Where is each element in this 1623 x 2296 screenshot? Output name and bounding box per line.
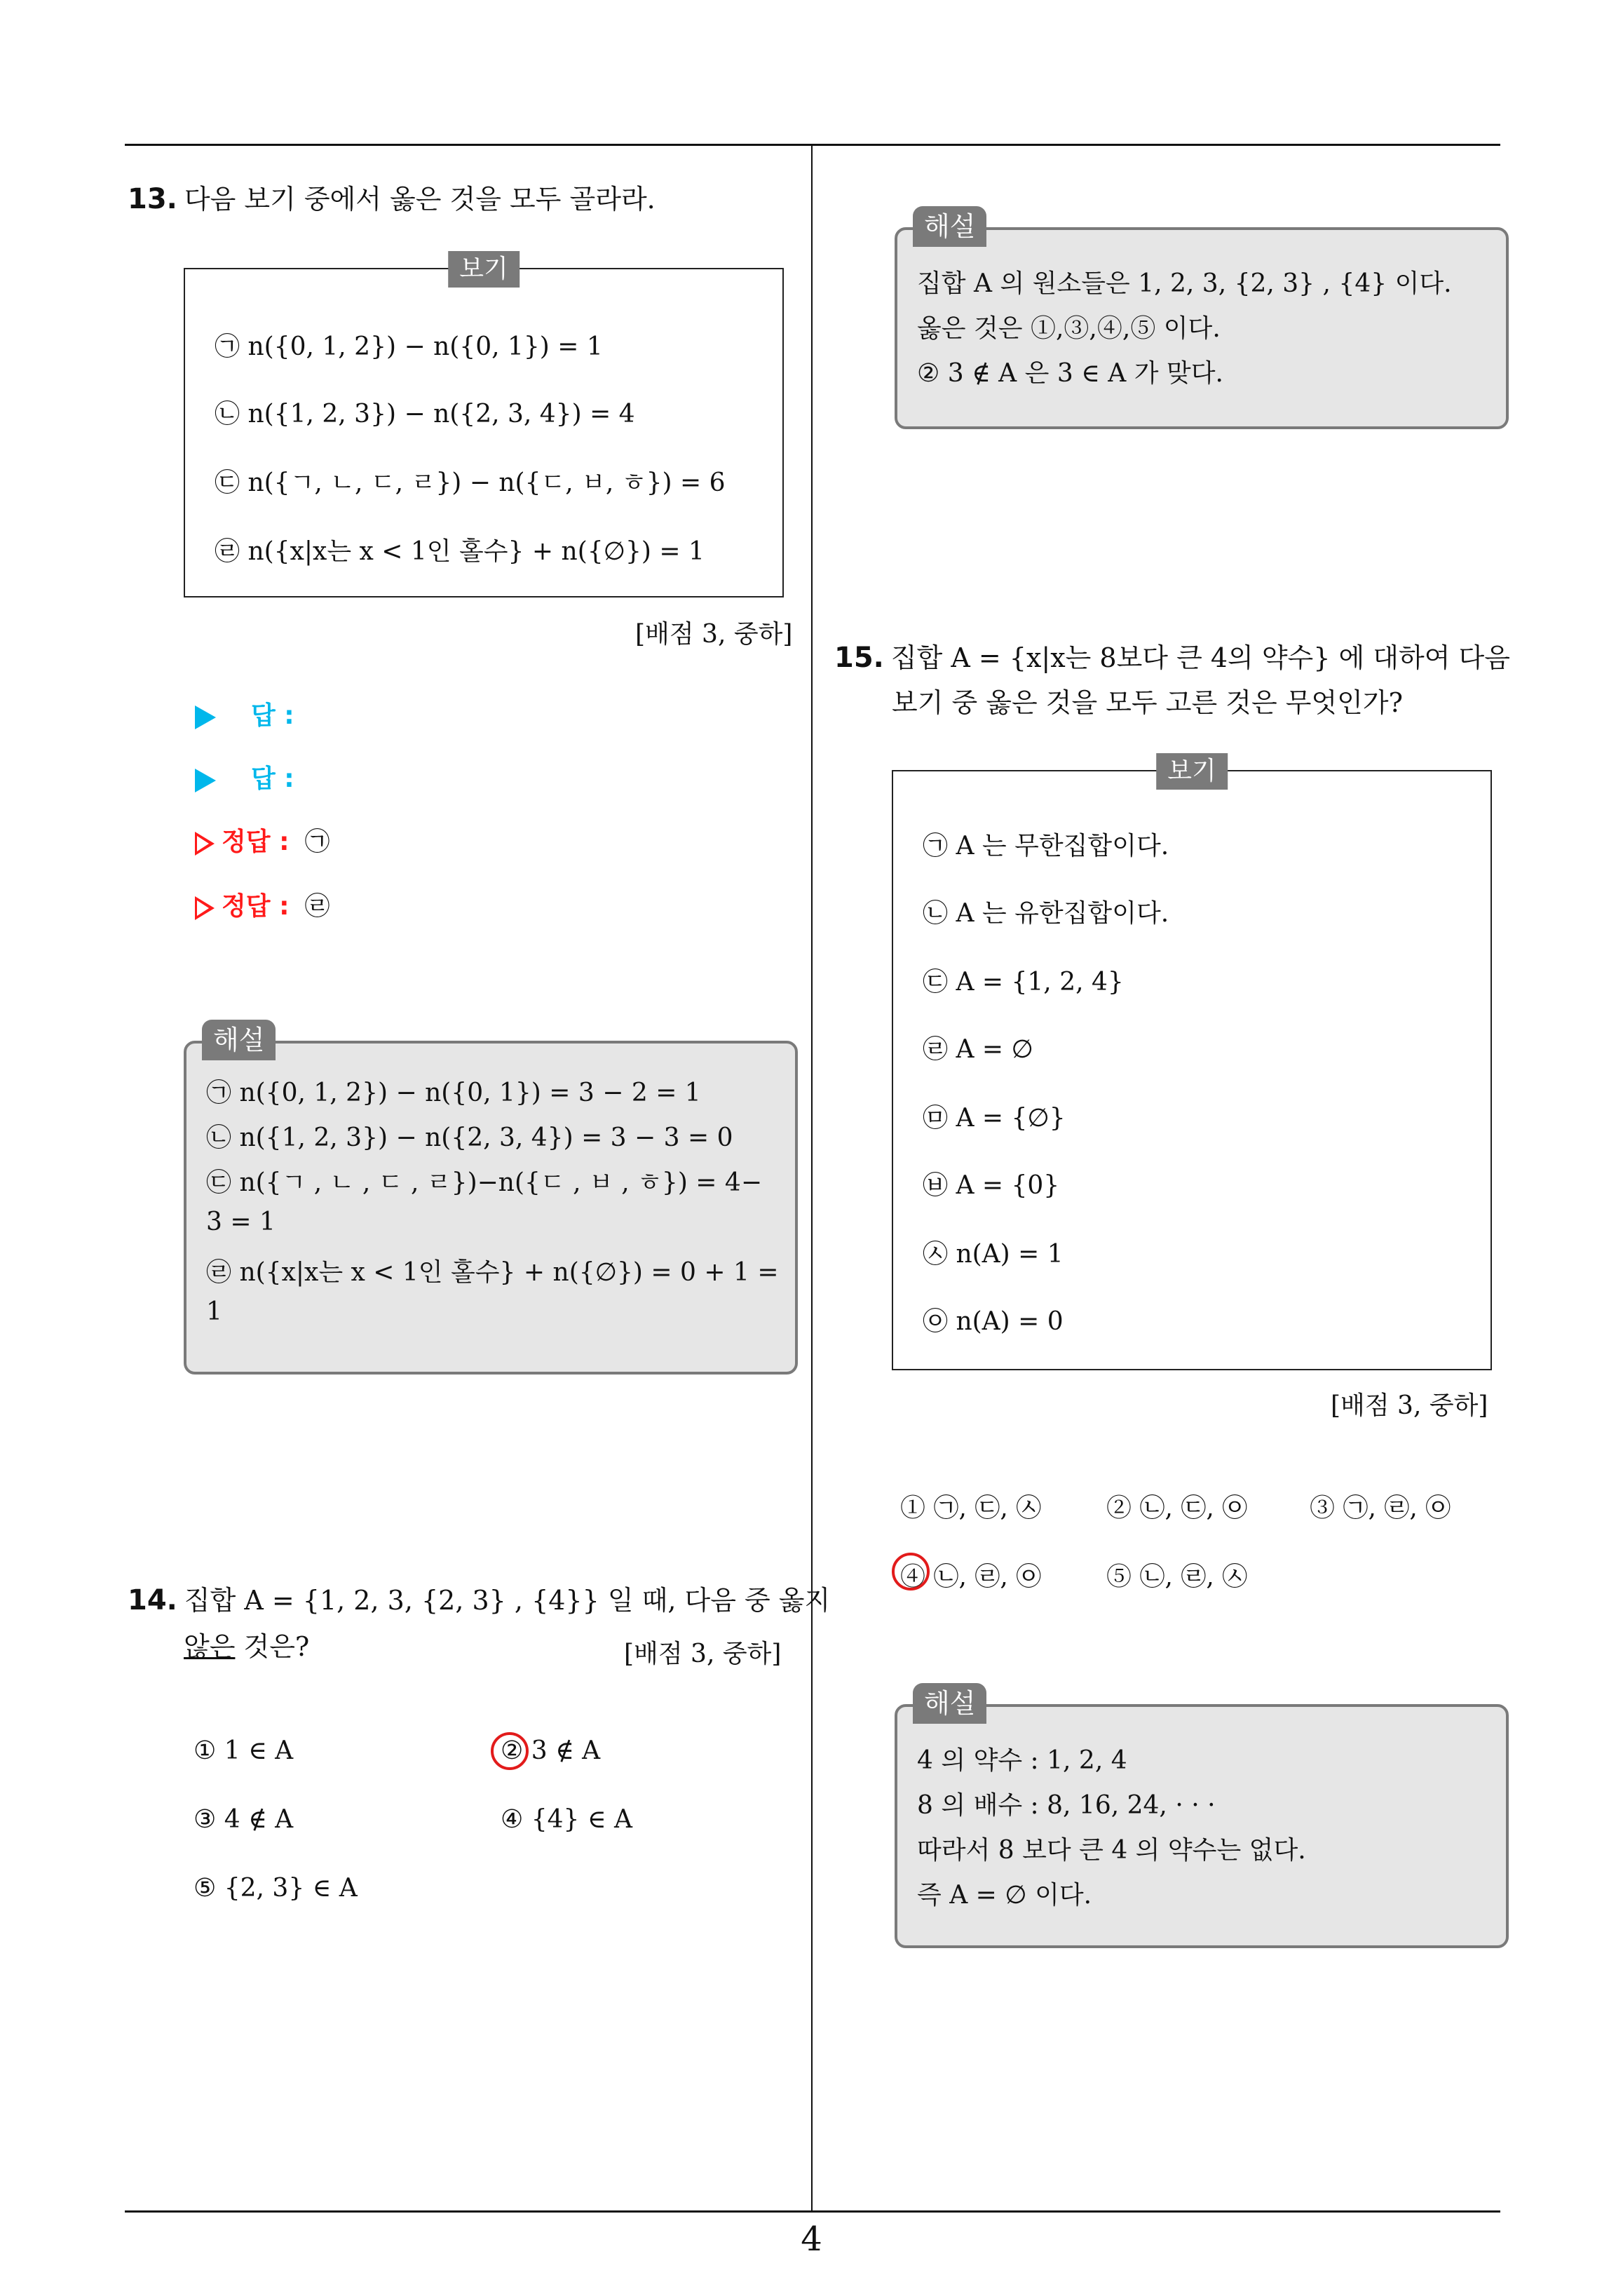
- q14-choice-1[interactable]: ① 1 ∈ A: [193, 1736, 294, 1765]
- q13-explanation-line-5: ㉣ n({x|x는 x < 1인 홀수} + n({∅}) = 0 + 1 =: [206, 1258, 779, 1287]
- q13-explanation-line-6: 1: [206, 1297, 222, 1326]
- q14-text-line1: 집합 A = {1, 2, 3, {2, 3} , {4}} 일 때, 다음 중 옳지: [184, 1585, 831, 1616]
- q15-bogi-box: [892, 757, 1492, 1370]
- q14-explanation-line-1: 집합 A 의 원소들은 1, 2, 3, {2, 3} , {4} 이다.: [917, 269, 1452, 298]
- q14-explanation-label: 해설: [913, 206, 986, 247]
- q13-bogi-item-1: ㉠ n({0, 1, 2}) − n({0, 1}) = 1: [215, 332, 603, 361]
- red-outline-triangle-icon: [195, 832, 215, 856]
- red-outline-triangle-icon: [195, 896, 215, 920]
- cyan-triangle-icon: [195, 769, 216, 792]
- q13-explanation-box: [184, 1025, 798, 1375]
- q13-number: 13.: [128, 183, 177, 215]
- q13-explanation-label: 해설: [202, 1020, 276, 1060]
- column-divider: [811, 145, 813, 2211]
- q14-score: [배점 3, 중하]: [624, 1640, 782, 1668]
- correct-value: ㉠: [304, 828, 330, 856]
- q13-score: [배점 3, 중하]: [635, 620, 793, 649]
- q14-choice-3[interactable]: ③ 4 ∉ A: [193, 1805, 294, 1834]
- bottom-rule: [125, 2210, 1500, 2213]
- q13-correct-row-1: [195, 822, 330, 858]
- q13-explanation-line-1: ㉠ n({0, 1, 2}) − n({0, 1}) = 3 − 2 = 1: [206, 1079, 701, 1107]
- q15-score: [배점 3, 중하]: [1331, 1391, 1488, 1420]
- q15-text-line2: 보기 중 옳은 것을 모두 고른 것은 무엇인가?: [892, 687, 1403, 718]
- q15-bogi-item-2: ㉡ A 는 유한집합이다.: [923, 899, 1169, 928]
- q15-choice-1[interactable]: ① ㉠, ㉢, ㉦: [900, 1494, 1042, 1522]
- q15-number: 15.: [834, 642, 884, 674]
- q14-marked-choice-circle: [491, 1732, 529, 1770]
- q13-explanation-line-2: ㉡ n({1, 2, 3}) − n({2, 3, 4}) = 3 − 3 = 0: [206, 1123, 733, 1152]
- answer-label: 답 :: [251, 701, 294, 730]
- page-number: 4: [801, 2220, 822, 2259]
- q15-explanation-label: 해설: [913, 1683, 986, 1724]
- q15-bogi-item-6: ㉥ A = {0}: [923, 1171, 1060, 1200]
- q15-bogi-item-4: ㉣ A = ∅: [923, 1035, 1033, 1064]
- q15-bogi-item-1: ㉠ A 는 무한집합이다.: [923, 832, 1169, 860]
- q15-header-line1: [834, 635, 1510, 680]
- q15-text-line1: 집합 A = {x|x는 8보다 큰 4의 약수} 에 대하여 다음: [890, 642, 1510, 673]
- top-rule: [125, 144, 1500, 146]
- q13-bogi-box: [184, 255, 784, 597]
- q13-bogi-item-4: ㉣ n({x|x는 x < 1인 홀수} + n({∅}) = 1: [215, 537, 705, 566]
- q13-correct-row-2: [195, 886, 330, 922]
- q14-header-line2: [184, 1624, 309, 1669]
- q15-bogi-item-3: ㉢ A = {1, 2, 4}: [923, 968, 1124, 997]
- q15-bogi-item-8: ㉧ n(A) = 0: [923, 1307, 1064, 1336]
- q15-explanation-line-2: 8 의 배수 : 8, 16, 24, · · ·: [917, 1791, 1216, 1820]
- q15-choice-5[interactable]: ⑤ ㉡, ㉣, ㉦: [1106, 1562, 1248, 1591]
- q14-explanation-line-2: 옳은 것은 ①,③,④,⑤ 이다.: [917, 314, 1221, 343]
- correct-label: 정답 :: [222, 892, 290, 921]
- q15-choice-4[interactable]: ④ ㉡, ㉣, ㉧: [900, 1562, 1042, 1591]
- q13-explanation-line-4: 3 = 1: [206, 1208, 276, 1236]
- q15-explanation-line-3: 따라서 8 보다 큰 4 의 약수는 없다.: [917, 1836, 1306, 1865]
- answer-label: 답 :: [251, 764, 294, 793]
- q15-bogi-item-5: ㉤ A = {∅}: [923, 1104, 1066, 1133]
- q13-bogi-item-2: ㉡ n({1, 2, 3}) − n({2, 3, 4}) = 4: [215, 400, 635, 428]
- q13-bogi-label: 보기: [448, 251, 520, 288]
- q14-header-line1: [128, 1578, 830, 1623]
- q15-explanation-line-4: 즉 A = ∅ 이다.: [917, 1881, 1092, 1910]
- q14-choice-2[interactable]: ② 3 ∉ A: [501, 1736, 601, 1765]
- q15-choice-3[interactable]: ③ ㉠, ㉣, ㉧: [1310, 1494, 1451, 1522]
- q13-bogi-item-3: ㉢ n({ㄱ, ㄴ, ㄷ, ㄹ}) − n({ㄷ, ㅂ, ㅎ}) = 6: [215, 468, 726, 497]
- cyan-triangle-icon: [195, 705, 216, 729]
- q14-choice-5[interactable]: ⑤ {2, 3} ∈ A: [193, 1874, 358, 1903]
- q14-choice-4[interactable]: ④ {4} ∈ A: [501, 1805, 632, 1834]
- q15-bogi-item-7: ㉦ n(A) = 1: [923, 1240, 1064, 1269]
- q13-answer-row-1: [195, 696, 294, 731]
- q15-header-line2: [892, 680, 1403, 725]
- q15-explanation-box: [895, 1688, 1509, 1948]
- q14-number: 14.: [128, 1584, 177, 1616]
- q13-answer-row-2: [195, 759, 294, 795]
- correct-value: ㉣: [304, 892, 330, 921]
- q14-text-underlined: 않은: [184, 1631, 236, 1662]
- q15-bogi-label: 보기: [1156, 753, 1228, 790]
- q14-explanation-line-3: ② 3 ∉ A 은 3 ∈ A 가 맞다.: [917, 359, 1223, 388]
- q13-header: [128, 177, 656, 222]
- q15-choice-2[interactable]: ② ㉡, ㉢, ㉧: [1106, 1494, 1248, 1522]
- q14-explanation-box: [895, 211, 1509, 429]
- q14-text-line2: 것은?: [235, 1631, 310, 1662]
- q15-explanation-line-1: 4 의 약수 : 1, 2, 4: [917, 1746, 1127, 1775]
- q15-marked-choice-circle: [892, 1553, 930, 1591]
- correct-label: 정답 :: [222, 828, 290, 856]
- q13-explanation-line-3: ㉢ n({ㄱ , ㄴ , ㄷ , ㄹ})−n({ㄷ , ㅂ , ㅎ}) = 4−: [206, 1168, 762, 1197]
- q13-text: 다음 보기 중에서 옳은 것을 모두 골라라.: [184, 184, 656, 215]
